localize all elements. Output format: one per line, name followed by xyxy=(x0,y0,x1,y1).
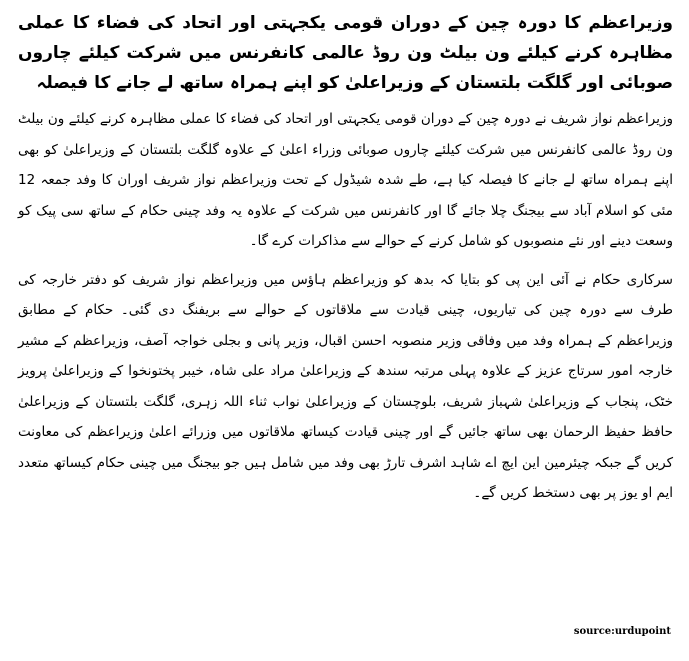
source-credit: source:urdupoint xyxy=(573,626,671,637)
article-headline: وزیراعظم کا دورہ چین کے دوران قومی یکجہتی اور اتحاد کی فضاء کا عملی مظاہرہ کرنے کیلئے ون بیلٹ ون روڈ عالمی کانفرنس میں شرکت کیلئے چاروں صوبائی اور گلگت بلتستان کے وزیراعلیٰ کو اپنے ہمراہ ساتھ لے جانے کا فیصلہ xyxy=(18,13,673,93)
article-body xyxy=(18,8,673,517)
article-paragraph-1: وزیراعظم نواز شریف نے دورہ چین کے دوران قومی یکجہتی اور اتحاد کی فضاء کا عملی مظاہرہ کرنے کیلئے ون بیلٹ ون روڈ عالمی کانفرنس میں شرکت کیلئے چاروں صوبائی وزراء اعلیٰ کے علاوہ گلگت بلتستان کے وزیراعلیٰ کو بھی اپنے ہمراہ ساتھ لے جانے کا فیصلہ کیا ہے، طے شدہ شیڈول کے تحت وزیراعظم نواز شریف اوران کا وفد جمعہ 12 مئی کو اسلام آباد سے بیجنگ چلا جائے گا اور کانفرنس میں شرکت کے علاوہ یہ وفد چینی حکام کے ساتھ سی پیک کو وسعت دینے اور نئے منصوبوں کو شامل کرنے کے حوالے سے مذاکرات کرے گا۔ xyxy=(18,111,673,249)
article-paragraph-2: سرکاری حکام نے آئی این پی کو بتایا کہ بدھ کو وزیراعظم ہاؤس میں وزیراعظم نواز شریف کو دفتر خارجہ کی طرف سے دورہ چین کی تیاریوں، چینی قیادت سے ملاقاتوں کے حوالے سے بریفنگ دی گئی۔ حکام کے مطابق وزیراعظم کے ہمراہ وفد میں وفاقی وزیر منصوبہ احسن اقبال، وزیر پانی و بجلی خواجہ آصف، وزیراعظم کے مشیر خارجہ امور سرتاج عزیز کے علاوہ پہلی مرتبہ سندھ کے وزیراعلیٰ مراد علی شاہ، خیبر پختونخوا کے وزیراعلیٰ پرویز خٹک، پنجاب کے وزیراعلیٰ شہباز شریف، بلوچستان کے وزیراعلیٰ نواب ثناء اللہ زہری، گلگت بلتستان کے وزیراعلیٰ حافظ حفیظ الرحمان بھی ساتھ جائیں گے اور چینی قیادت کیساتھ ملاقاتوں میں وزرائے اعلیٰ وزیراعظم کی معاونت کریں گے جبکہ چیئرمین این ایچ اے شاہد اشرف تارڑ بھی وفد میں شامل ہیں جو بیجنگ میں چینی حکام کیساتھ متعدد ایم او یوز پر بھی دستخط کریں گے۔ xyxy=(18,271,673,501)
